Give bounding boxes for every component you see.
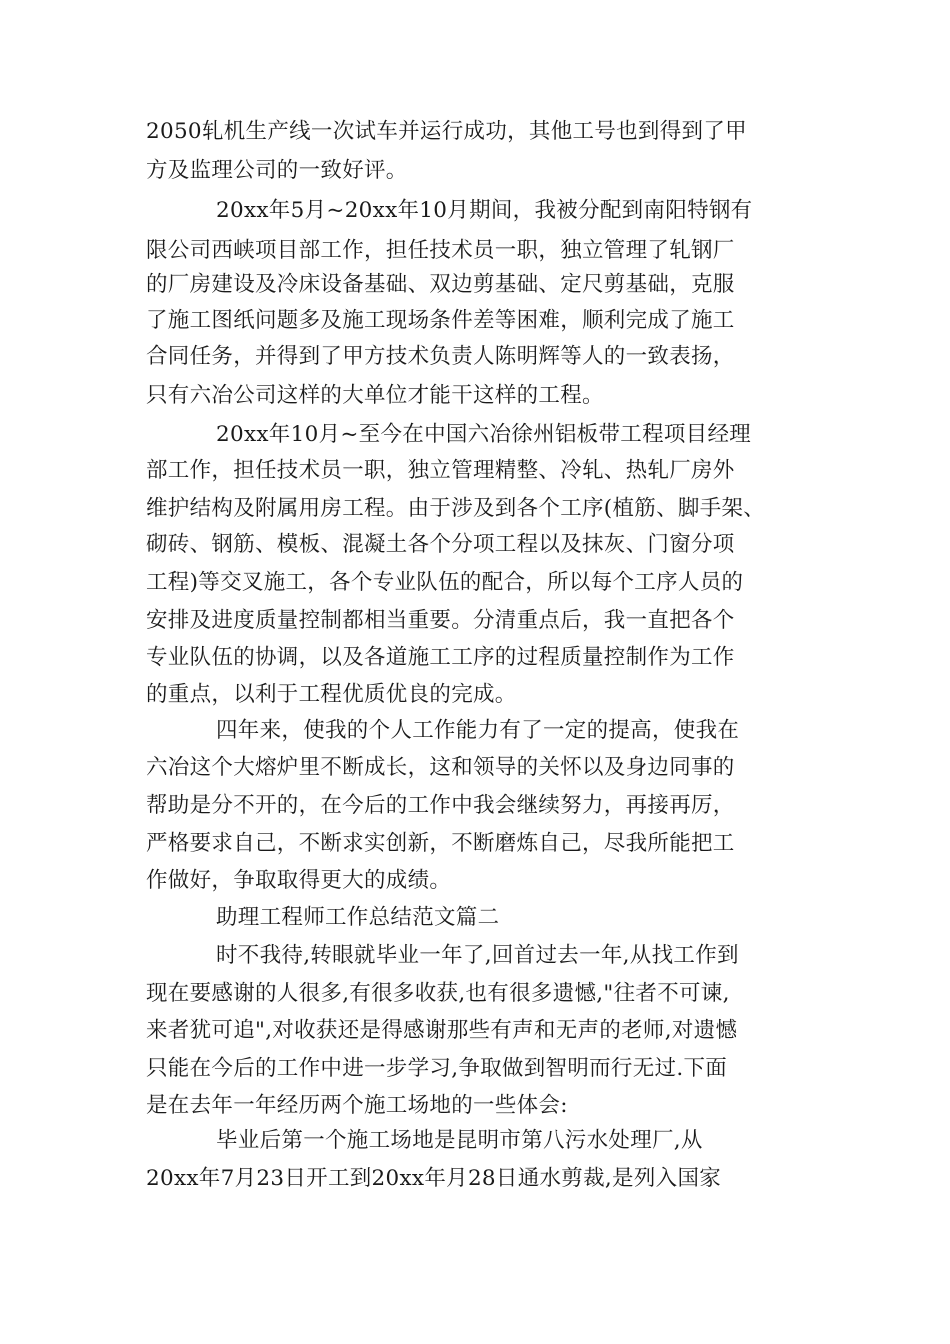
text-line: 20xx年7月23日开工到20xx年月28日通水剪裁,是列入国家 xyxy=(146,1166,722,1191)
section-heading: 助理工程师工作总结范文篇二 xyxy=(216,905,500,930)
text-line: 2050轧机生产线一次试车并运行成功，其他工号也到得到了甲 xyxy=(146,119,747,144)
text-line: 来者犹可追",对收获还是得感谢那些有声和无声的老师,对遗憾 xyxy=(146,1018,738,1043)
text-line: 合同任务，并得到了甲方技术负责人陈明辉等人的一致表扬， xyxy=(146,344,735,369)
text-line: 安排及进度质量控制都相当重要。分清重点后，我一直把各个 xyxy=(146,608,735,633)
text-line: 专业队伍的协调，以及各道施工工序的过程质量控制作为工作 xyxy=(146,645,735,670)
text-line: 只有六冶公司这样的大单位才能干这样的工程。 xyxy=(146,383,604,408)
text-line: 严格要求自己，不断求实创新，不断磨炼自己，尽我所能把工 xyxy=(146,831,735,856)
text-line: 了施工图纸问题多及施工现场条件差等困难，顺利完成了施工 xyxy=(146,308,735,333)
paragraph-first-line: 四年来，使我的个人工作能力有了一定的提高，使我在 xyxy=(216,718,740,743)
text-line: 帮助是分不开的，在今后的工作中我会继续努力，再接再厉， xyxy=(146,793,735,818)
text-line: 只能在今后的工作中进一步学习,争取做到智明而行无过.下面 xyxy=(146,1056,728,1081)
text-line: 方及监理公司的一致好评。 xyxy=(146,158,408,183)
text-line: 维护结构及附属用房工程。由于涉及到各个工序(植筋、脚手架、 xyxy=(146,496,766,521)
paragraph-first-line: 20xx年5月~20xx年10月期间，我被分配到南阳特钢有 xyxy=(216,198,753,223)
text-line: 的重点，以利于工程优质优良的完成。 xyxy=(146,682,517,707)
paragraph-first-line: 时不我待,转眼就毕业一年了,回首过去一年,从找工作到 xyxy=(216,943,739,968)
text-line: 作做好，争取取得更大的成绩。 xyxy=(146,868,452,893)
paragraph-first-line: 20xx年10月~至今在中国六冶徐州铝板带工程项目经理 xyxy=(216,422,752,447)
text-line: 部工作，担任技术员一职，独立管理精整、冷轧、热轧厂房外 xyxy=(146,458,735,483)
text-line: 工程)等交叉施工，各个专业队伍的配合，所以每个工序人员的 xyxy=(146,570,744,595)
text-line: 的厂房建设及冷床设备基础、双边剪基础、定尺剪基础，克服 xyxy=(146,272,735,297)
text-line: 现在要感谢的人很多,有很多收获,也有很多遗憾,"往者不可谏, xyxy=(146,981,730,1006)
paragraph-first-line: 毕业后第一个施工场地是昆明市第八污水处理厂,从 xyxy=(216,1128,703,1153)
text-line: 限公司西峡项目部工作，担任技术员一职，独立管理了轧钢厂 xyxy=(146,238,735,263)
text-line: 砌砖、钢筋、模板、混凝土各个分项工程以及抹灰、门窗分项 xyxy=(146,532,735,557)
text-line: 六冶这个大熔炉里不断成长，这和领导的关怀以及身边同事的 xyxy=(146,755,735,780)
text-line: 是在去年一年经历两个施工场地的一些体会: xyxy=(146,1093,568,1118)
